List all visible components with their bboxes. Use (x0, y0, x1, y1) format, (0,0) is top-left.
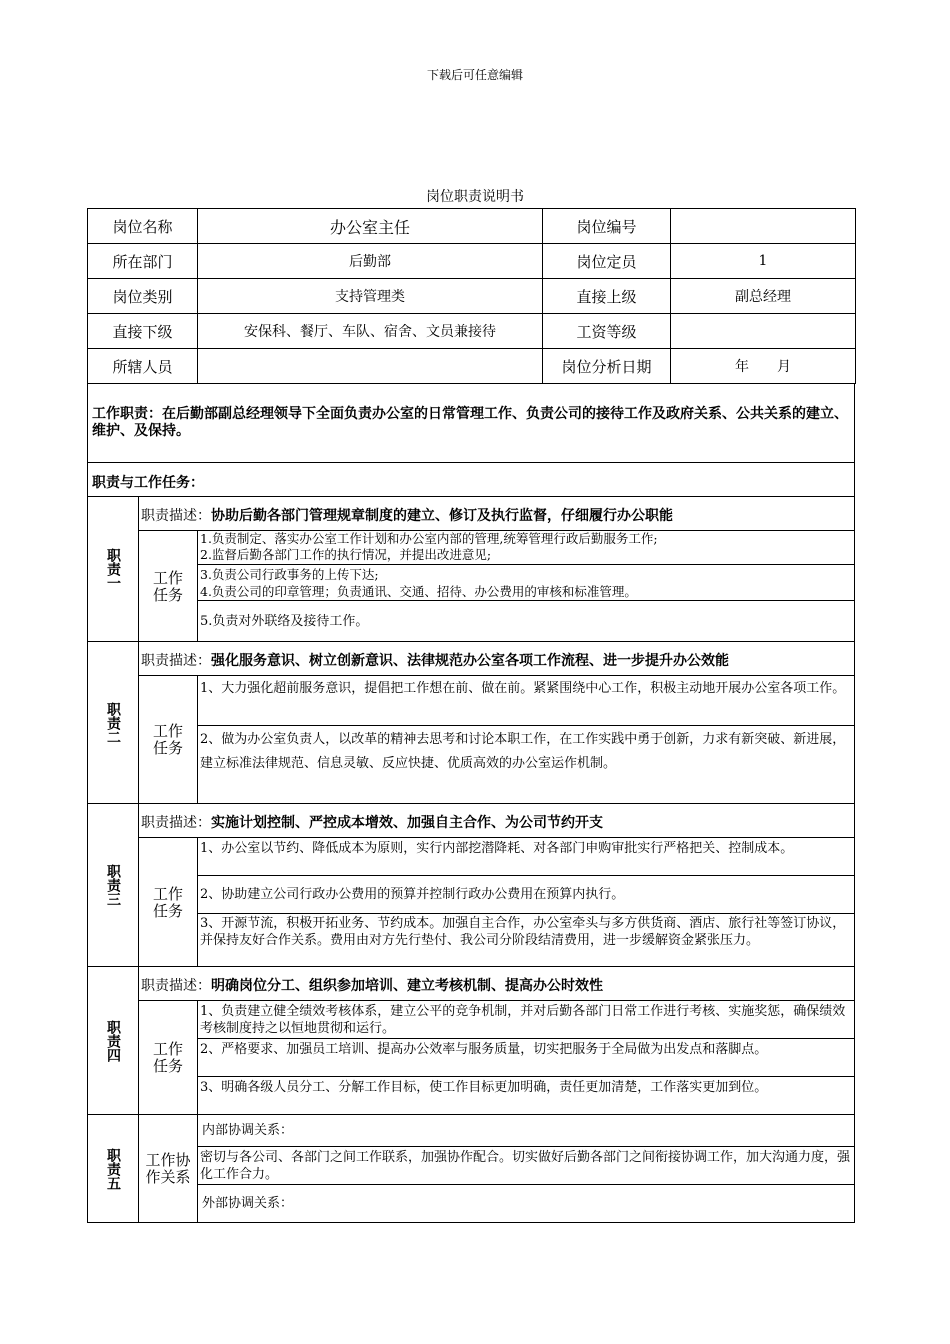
task-list (198, 676, 854, 804)
duty-label: 职责五 (88, 1115, 139, 1222)
task-label: 工作任务 (139, 1001, 198, 1115)
coordination-list (198, 1115, 854, 1223)
section-title: 职责与工作任务： (87, 463, 855, 497)
label-staff: 所辖人员 (88, 349, 198, 384)
duty-label: 职责四 (88, 967, 139, 1114)
duty-description: 职责描述：强化服务意识、树立创新意识、法律规范办公室各项工作流程、进一步提升办公效能 (139, 642, 854, 676)
label-position-name: 岗位名称 (88, 209, 198, 244)
value-position-code (671, 209, 856, 244)
header-note: 下载后可任意编辑 (426, 68, 523, 82)
job-summary: 工作职责：在后勤部副总经理领导下全面负责办公室的日常管理工作、负责公司的接待工作及政府关系、公共关系的建立、维护、及保持。 (87, 384, 855, 463)
task-item: 2、严格要求、加强员工培训、提高办公效率与服务质量，切实把服务于全局做为出发点和落脚点。 (198, 1039, 854, 1077)
task-item: 3.负责公司行政事务的上传下达; 4.负责公司的印章管理；负责通讯、交通、招待、办公费用的审核和标准管理。 (198, 565, 854, 601)
coordination-label: 工作协作关系 (139, 1115, 198, 1223)
value-staff (198, 349, 543, 384)
duty-description: 职责描述：协助后勤各部门管理规章制度的建立、修订及执行监督，仔细履行办公职能 (139, 497, 854, 531)
job-description-sheet (87, 208, 855, 1223)
value-department: 后勤部 (198, 244, 543, 279)
duty-block (87, 642, 855, 804)
info-row (88, 244, 856, 279)
label-headcount: 岗位定员 (543, 244, 671, 279)
info-row (88, 279, 856, 314)
value-direct-subordinates: 安保科、餐厅、车队、宿舍、文员兼接待 (198, 314, 543, 349)
task-item: 2、协助建立公司行政办公费用的预算并控制行政办公费用在预算内执行。 (198, 876, 854, 914)
value-position-category: 支持管理类 (198, 279, 543, 314)
task-list (198, 531, 854, 642)
task-list (198, 1001, 854, 1115)
task-item: 3、开源节流，积极开拓业务、节约成本。加强自主合作，办公室牵头与多方供货商、酒店、旅行社等签订协议，并保持友好合作关系。费用由对方先行垫付、我公司分阶段结清费用，进一步缓解资金紧张压力。 (200, 916, 846, 948)
duty-block (87, 967, 855, 1115)
label-salary-grade: 工资等级 (543, 314, 671, 349)
task-label: 工作任务 (139, 531, 198, 642)
info-row (88, 209, 856, 244)
value-headcount: 1 (671, 244, 856, 279)
value-salary-grade (671, 314, 856, 349)
label-analysis-date: 岗位分析日期 (543, 349, 671, 384)
task-item: 1、办公室以节约、降低成本为原则，实行内部挖潜降耗、对各部门申购审批实行严格把关、控制成本。 (198, 838, 854, 876)
task-item: 1.负责制定、落实办公室工作计划和办公室内部的管理,统筹管理行政后勤服务工作; 2.监督后勤各部门工作的执行情况，并提出改进意见; (198, 531, 854, 565)
task-item: 5.负责对外联络及接待工作。 (200, 614, 369, 629)
task-item: 1、负责建立健全绩效考核体系，建立公平的竞争机制，并对后勤各部门日常工作进行考核、实施奖惩，确保绩效考核制度持之以恒地贯彻和运行。 (198, 1001, 854, 1039)
task-item: 2、做为办公室负责人，以改革的精神去思考和讨论本职工作，在工作实践中勇于创新，力求有新突破、新进展，建立标准法律规范、信息灵敏、反应快捷、优质高效的办公室运作机制。 (200, 732, 846, 771)
info-row (88, 314, 856, 349)
duty-description: 职责描述：明确岗位分工、组织参加培训、建立考核机制、提高办公时效性 (139, 967, 854, 1001)
duty-block (87, 804, 855, 967)
task-list (198, 838, 854, 967)
label-position-code: 岗位编号 (543, 209, 671, 244)
duty-label: 职责一 (88, 497, 139, 641)
task-label: 工作任务 (139, 838, 198, 967)
position-info-table (87, 208, 856, 384)
label-direct-superior: 直接上级 (543, 279, 671, 314)
label-position-category: 岗位类别 (88, 279, 198, 314)
internal-coordination-text: 密切与各公司、各部门之间工作联系，加强协作配合。切实做好后勤各部门之间衔接协调工作，加大沟通力度，强化工作合力。 (198, 1147, 854, 1185)
value-analysis-date: 年 月 (671, 349, 856, 384)
value-position-name: 办公室主任 (198, 209, 543, 244)
document-title: 岗位职责说明书 (426, 189, 524, 205)
external-coordination-title: 外部协调关系： (202, 1196, 294, 1211)
task-item: 1、大力强化超前服务意识，提倡把工作想在前、做在前。紧紧围绕中心工作，积极主动地开展办公室各项工作。 (198, 676, 854, 726)
duty-block (87, 1115, 855, 1223)
label-direct-subordinates: 直接下级 (88, 314, 198, 349)
duty-label: 职责三 (88, 804, 139, 966)
duty-description: 职责描述：实施计划控制、严控成本增效、加强自主合作、为公司节约开支 (139, 804, 854, 838)
value-direct-superior: 副总经理 (671, 279, 856, 314)
info-row (88, 349, 856, 384)
label-department: 所在部门 (88, 244, 198, 279)
internal-coordination-title: 内部协调关系： (198, 1115, 854, 1147)
duty-label: 职责二 (88, 642, 139, 803)
duty-block (87, 497, 855, 642)
task-label: 工作任务 (139, 676, 198, 804)
task-item: 3、明确各级人员分工、分解工作目标，使工作目标更加明确，责任更加清楚，工作落实更加到位。 (200, 1080, 768, 1095)
